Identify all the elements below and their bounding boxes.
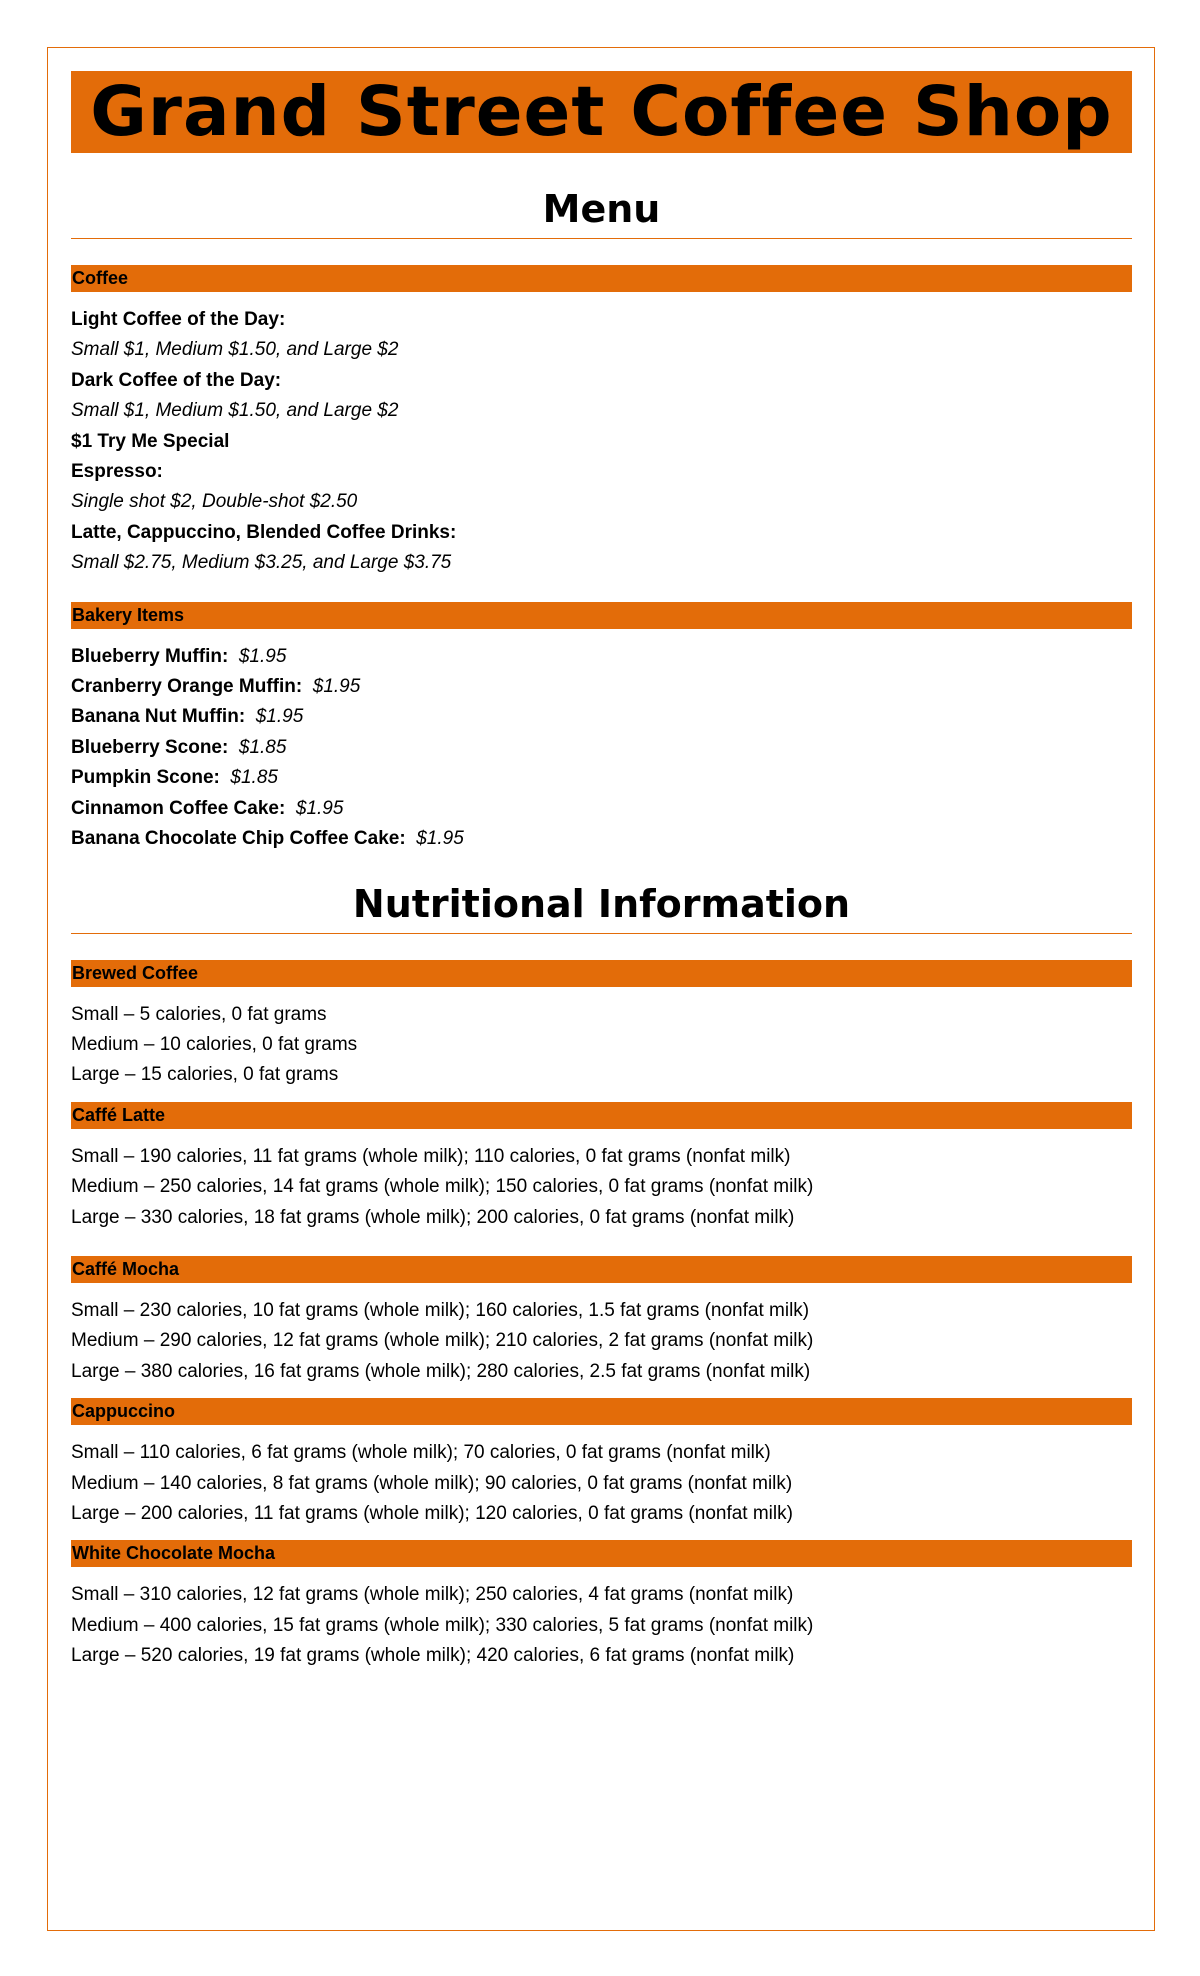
nutrition-line: Medium – 400 calories, 15 fat grams (whole milk); 330 calories, 5 fat grams (nonfat milk) <box>71 1614 814 1636</box>
nutrition-line: Medium – 290 calories, 12 fat grams (whole milk); 210 calories, 2 fat grams (nonfat milk) <box>71 1330 814 1352</box>
coffee-item-name: Espresso: <box>71 461 163 483</box>
bakery-item <box>71 763 1132 793</box>
title-banner <box>71 71 1132 153</box>
bakery-item <box>71 824 1132 854</box>
bakery-item-name: Banana Chocolate Chip Coffee Cake: <box>71 828 406 850</box>
coffee-item-price: Single shot $2, Double-shot $2.50 <box>71 491 358 513</box>
nutrition-line: Large – 15 calories, 0 fat grams <box>71 1064 339 1086</box>
menu-heading: Menu <box>71 190 1132 239</box>
coffee-list <box>71 305 1132 579</box>
bakery-item-price: $1.95 <box>416 828 464 850</box>
bakery-item-name: Blueberry Scone: <box>71 736 229 758</box>
nutrition-line: Medium – 10 calories, 0 fat grams <box>71 1033 358 1055</box>
category-white-chocolate-mocha: White Chocolate Mocha <box>71 1540 1132 1567</box>
nutrition-line: Large – 380 calories, 16 fat grams (whole milk); 280 calories, 2.5 fat grams (nonfat milk) <box>71 1360 811 1382</box>
bakery-item-name: Pumpkin Scone: <box>71 767 220 789</box>
bakery-item <box>71 794 1132 824</box>
nutrition-line: Medium – 250 calories, 14 fat grams (whole milk); 150 calories, 0 fat grams (nonfat milk) <box>71 1176 814 1198</box>
nutrition-line: Small – 190 calories, 11 fat grams (whole milk); 110 calories, 0 fat grams (nonfat milk) <box>71 1145 791 1167</box>
nutrition-line: Small – 310 calories, 12 fat grams (whole milk); 250 calories, 4 fat grams (nonfat milk) <box>71 1584 794 1606</box>
bakery-item-name: Cinnamon Coffee Cake: <box>71 797 286 819</box>
nutrition-list <box>71 1296 1132 1387</box>
coffee-item-name: Latte, Cappuccino, Blended Coffee Drinks: <box>71 521 457 543</box>
category-brewed-coffee: Brewed Coffee <box>71 960 1132 987</box>
nutrition-list <box>71 1438 1132 1529</box>
coffee-item-price: Small $1, Medium $1.50, and Large $2 <box>71 339 399 361</box>
nutrition-line: Medium – 140 calories, 8 fat grams (whole milk); 90 calories, 0 fat grams (nonfat milk) <box>71 1472 793 1494</box>
coffee-item-name: $1 Try Me Special <box>71 430 230 452</box>
bakery-item-name: Banana Nut Muffin: <box>71 706 246 728</box>
nutrition-list <box>71 1142 1132 1233</box>
coffee-item-price: Small $1, Medium $1.50, and Large $2 <box>71 400 399 422</box>
bakery-item <box>71 733 1132 763</box>
bakery-item <box>71 672 1132 702</box>
coffee-item-name: Dark Coffee of the Day: <box>71 369 282 391</box>
nutrition-line: Small – 5 calories, 0 fat grams <box>71 1003 327 1025</box>
bakery-item <box>71 702 1132 732</box>
bakery-list <box>71 642 1132 855</box>
bakery-item-price: $1.85 <box>230 767 278 789</box>
nutrition-line: Large – 200 calories, 11 fat grams (whole milk); 120 calories, 0 fat grams (nonfat milk) <box>71 1502 793 1524</box>
category-bakery: Bakery Items <box>71 602 1132 629</box>
bakery-item-price: $1.95 <box>312 676 361 698</box>
category-cappuccino: Cappuccino <box>71 1398 1132 1425</box>
bakery-item-price: $1.95 <box>255 706 304 728</box>
coffee-item-name: Light Coffee of the Day: <box>71 309 286 330</box>
nutrition-heading: Nutritional Information <box>71 885 1132 934</box>
nutrition-line: Large – 520 calories, 19 fat grams (whole milk); 420 calories, 6 fat grams (nonfat milk) <box>71 1645 795 1667</box>
document-body <box>71 71 1132 1672</box>
bakery-item-price: $1.85 <box>238 736 287 758</box>
category-caffe-latte: Caffé Latte <box>71 1102 1132 1129</box>
bakery-item-price: $1.95 <box>238 645 287 667</box>
bakery-item-name: Blueberry Muffin: <box>71 645 229 667</box>
page-title: Grand Street Coffee Shop <box>90 71 1113 152</box>
bakery-item <box>71 642 1132 672</box>
bakery-item-name: Cranberry Orange Muffin: <box>71 676 303 698</box>
nutrition-line: Small – 110 calories, 6 fat grams (whole milk); 70 calories, 0 fat grams (nonfat milk) <box>71 1442 771 1464</box>
nutrition-list <box>71 1000 1132 1091</box>
nutrition-list <box>71 1580 1132 1671</box>
coffee-item-price: Small $2.75, Medium $3.25, and Large $3.75 <box>71 552 452 574</box>
nutrition-line: Large – 330 calories, 18 fat grams (whole milk); 200 calories, 0 fat grams (nonfat milk) <box>71 1206 795 1228</box>
category-caffe-mocha: Caffé Mocha <box>71 1256 1132 1283</box>
bakery-item-price: $1.95 <box>295 797 344 819</box>
category-coffee: Coffee <box>71 265 1132 292</box>
nutrition-line: Small – 230 calories, 10 fat grams (whole milk); 160 calories, 1.5 fat grams (nonfat milk) <box>71 1299 810 1321</box>
